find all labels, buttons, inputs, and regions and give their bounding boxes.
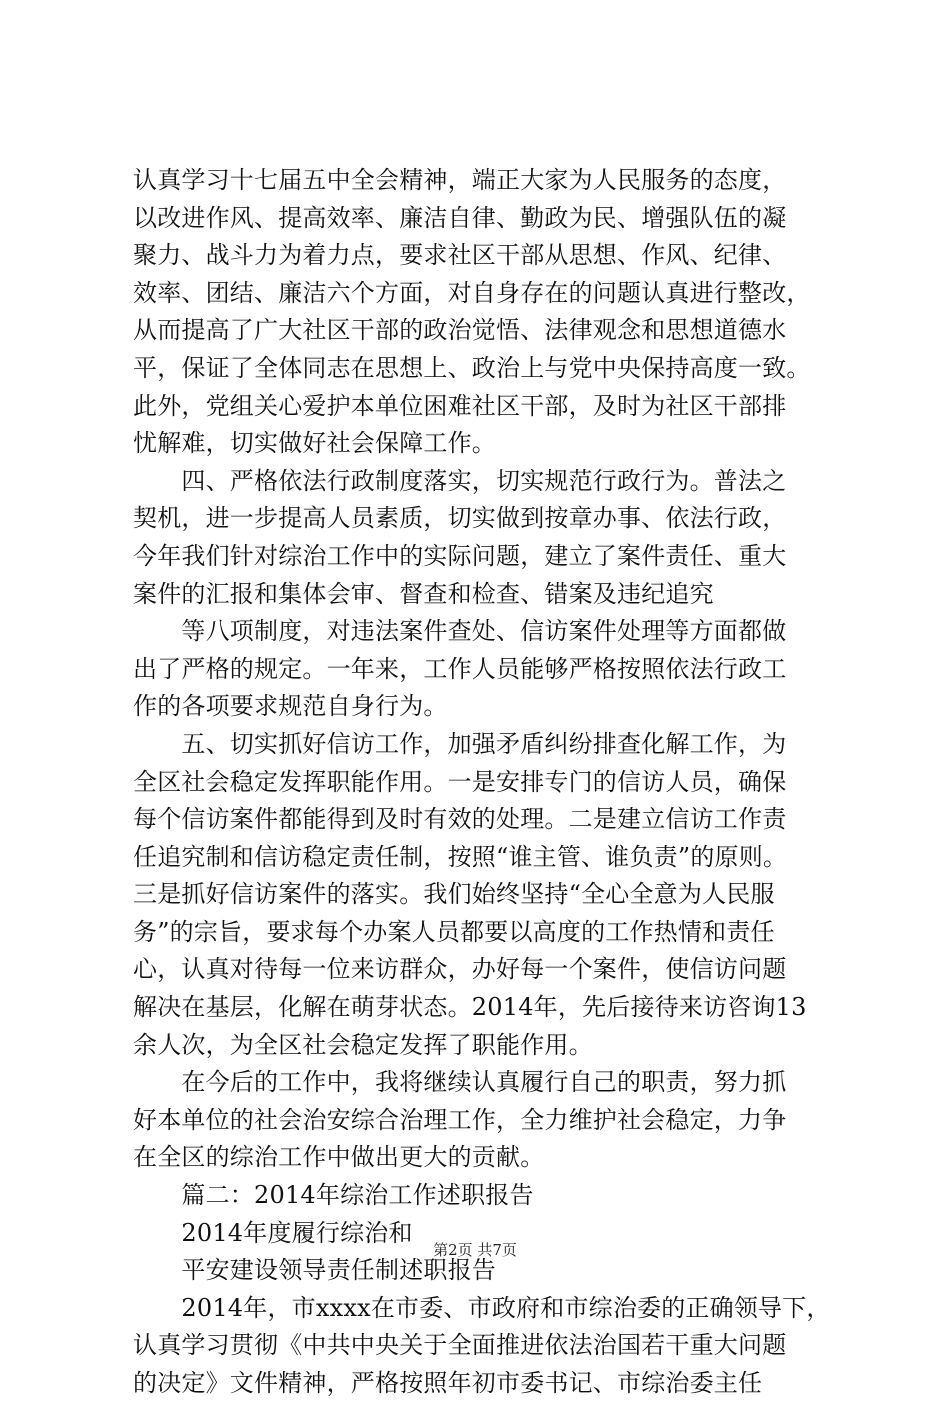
text-line: 忧解难，切实做好社会保障工作。 [133, 429, 496, 458]
text-line: 全区社会稳定发挥职能作用。一是安排专门的信访人员，确保 [133, 767, 787, 796]
text-line: 在今后的工作中，我将继续认真履行自己的职责，努力抓 [133, 1068, 787, 1097]
text-line: 务”的宗旨，要求每个办案人员都要以高度的工作热情和责任 [133, 917, 775, 946]
text-line: 解决在基层，化解在萌芽状态。2014年，先后接待来访咨询13 [133, 993, 807, 1022]
text-line: 此外，党组关心爱护本单位困难社区干部，及时为社区干部排 [133, 391, 787, 420]
document-body [133, 162, 833, 1403]
text-line: 在全区的综治工作中做出更大的贡献。 [133, 1143, 545, 1172]
text-line: 四、严格依法行政制度落实，切实规范行政行为。普法之 [133, 466, 787, 495]
text-line: 等八项制度，对违法案件查处、信访案件处理等方面都做 [133, 617, 787, 646]
text-line: 效率、团结、廉洁六个方面，对自身存在的问题认真进行整改， [133, 278, 811, 307]
text-line: 从而提高了广大社区干部的政治觉悟、法律观念和思想道德水 [133, 316, 787, 345]
text-line: 认真学习十七届五中全会精神，端正大家为人民服务的态度， [133, 166, 787, 194]
text-line: 心，认真对待每一位来访群众，办好每一个案件，使信访问题 [133, 955, 787, 984]
text-line: 今年我们针对综治工作中的实际问题，建立了案件责任、重大 [133, 541, 787, 570]
report-title-line: 2014年度履行综治和 [133, 1218, 413, 1247]
text-line: 任追究制和信访稳定责任制，按照“谁主管、谁负责”的原则。 [133, 842, 788, 871]
text-line: 认真学习贯彻《中共中央关于全面推进依法治国若干重大问题 [133, 1331, 787, 1360]
text-line: 出了严格的规定。一年来，工作人员能够严格按照依法行政工 [133, 654, 787, 683]
text-line: 余人次，为全区社会稳定发挥了职能作用。 [133, 1030, 593, 1059]
text-line: 的决定》文件精神，严格按照年初市委书记、市综治委主任 [133, 1369, 763, 1397]
text-line: 作的各项要求规范自身行为。 [133, 692, 448, 721]
text-line: 每个信访案件都能得到及时有效的处理。二是建立信访工作责 [133, 805, 787, 834]
text-line: 好本单位的社会治安综合治理工作，全力维护社会稳定，力争 [133, 1105, 787, 1134]
text-line: 聚力、战斗力为着力点，要求社区干部从思想、作风、纪律、 [133, 241, 787, 270]
text-line: 三是抓好信访案件的落实。我们始终坚持“全心全意为人民服 [133, 880, 775, 909]
text-line: 平，保证了全体同志在思想上、政治上与党中央保持高度一致。 [133, 353, 811, 382]
text-line: 2014年，市xxxx在市委、市政府和市综治委的正确领导下， [133, 1293, 831, 1322]
text-line: 以改进作风、提高效率、廉洁自律、勤政为民、增强队伍的凝 [133, 203, 787, 232]
text-line: 五、切实抓好信访工作，加强矛盾纠纷排查化解工作，为 [133, 729, 787, 758]
report-title-line: 平安建设领导责任制述职报告 [133, 1256, 496, 1285]
section-heading: 篇二：2014年综治工作述职报告 [133, 1181, 534, 1210]
text-line: 案件的汇报和集体会审、督查和检查、错案及违纪追究 [133, 579, 714, 608]
text-line: 契机，进一步提高人员素质，切实做到按章办事、依法行政， [133, 504, 787, 533]
page-footer: 第2页 共7页 [433, 1241, 517, 1259]
